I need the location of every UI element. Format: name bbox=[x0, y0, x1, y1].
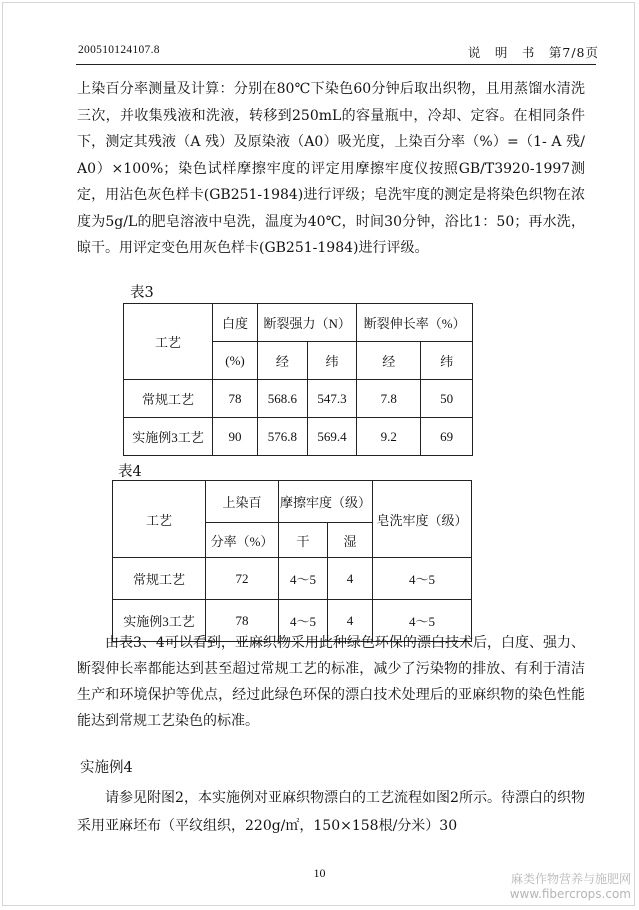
t4-header-wash: 皂洗牢度（级） bbox=[373, 481, 472, 558]
t3-header-elong-warp: 经 bbox=[357, 342, 421, 380]
table-row bbox=[113, 558, 472, 600]
watermark-line2: www.fibercrops.com bbox=[509, 887, 631, 901]
t3-cell-whiteness: 90 bbox=[213, 418, 258, 456]
t4-cell-wash: 4～5 bbox=[373, 600, 472, 642]
t4-cell-wet: 4 bbox=[328, 558, 373, 600]
section-heading-example4: 实施例4 bbox=[80, 760, 133, 776]
table-row bbox=[124, 418, 473, 456]
watermark-line1: 麻类作物营养与施肥网 bbox=[510, 872, 631, 886]
t3-header-elongation: 断裂伸长率（%） bbox=[357, 304, 473, 342]
t4-cell-wash: 4～5 bbox=[373, 558, 472, 600]
header-section: 说 明 书 第7/8页 bbox=[467, 45, 599, 60]
t4-cell-name: 常规工艺 bbox=[113, 558, 206, 600]
t3-header-whiteness-unit: (%) bbox=[213, 342, 258, 380]
page-number: 10 bbox=[313, 866, 326, 880]
header-rule bbox=[76, 64, 596, 65]
table-row bbox=[124, 380, 473, 418]
t4-header-uptake-2: 分率（%） bbox=[206, 523, 279, 558]
table-row bbox=[124, 304, 473, 342]
t3-header-strength-weft: 纬 bbox=[307, 342, 357, 380]
t3-cell-name: 实施例3工艺 bbox=[124, 418, 213, 456]
t4-header-dry: 干 bbox=[279, 523, 328, 558]
t3-cell-elong-warp: 9.2 bbox=[357, 418, 421, 456]
t4-header-rub: 摩擦牢度（级） bbox=[279, 481, 373, 523]
t3-header-strength: 断裂强力（N） bbox=[258, 304, 357, 342]
t4-cell-dry: 4～5 bbox=[279, 600, 328, 642]
document-id: 200510124107.8 bbox=[78, 44, 160, 56]
t4-header-uptake-1: 上染百 bbox=[206, 481, 279, 523]
t4-cell-dry: 4～5 bbox=[279, 558, 328, 600]
t3-header-strength-warp: 经 bbox=[258, 342, 308, 380]
t3-cell-strength-weft: 569.4 bbox=[307, 418, 357, 456]
t3-cell-strength-warp: 576.8 bbox=[258, 418, 308, 456]
table3-caption: 表3 bbox=[130, 285, 154, 301]
t3-cell-elong-weft: 69 bbox=[421, 418, 473, 456]
t4-header-process: 工艺 bbox=[113, 481, 206, 558]
watermark bbox=[510, 872, 631, 902]
t3-cell-name: 常规工艺 bbox=[124, 380, 213, 418]
table4-caption: 表4 bbox=[118, 464, 142, 480]
paragraph-example4: 请参见附图2，本实施例对亚麻织物漂白的工艺流程如图2所示。待漂白的织物采用亚麻坯布（平纹组织，220g/㎡，150×158根/分米）30 bbox=[77, 790, 585, 834]
t3-header-process: 工艺 bbox=[124, 304, 213, 380]
table3 bbox=[123, 303, 473, 456]
table-row bbox=[113, 481, 472, 523]
t3-header-whiteness: 白度 bbox=[213, 304, 258, 342]
t3-header-elong-weft: 纬 bbox=[421, 342, 473, 380]
t4-header-wet: 湿 bbox=[328, 523, 373, 558]
t3-cell-elong-warp: 7.8 bbox=[357, 380, 421, 418]
t4-cell-uptake: 72 bbox=[206, 558, 279, 600]
t3-cell-strength-weft: 547.3 bbox=[307, 380, 357, 418]
paragraph-measurement: 上染百分率测量及计算：分别在80℃下染色60分钟后取出织物，且用蒸馏水清洗三次，并收集残液和洗液，转移到250mL的容量瓶中，冷却、定容。在相同条件下，测定其残液（A 残）及原染液（A0）吸光度，上染百分率（%）=（1- A 残/ A0）×100%；染色试样摩擦牢度的评定用摩擦牢度仪按照GB/T3920-1997测定，用沾色灰色样卡(GB251-1984)进行评级；皂洗牢度的测定是将染色织物在浓度为5g/L的肥皂溶液中皂洗，温度为40℃，时间30分钟，浴比1：50；再水洗，晾干。用评定变色用灰色样卡(GB251-1984)进行评级。 bbox=[77, 81, 585, 256]
paragraph-conclusion: 由表3、4可以看到，亚麻织物采用此种绿色环保的漂白技术后，白度、强力、断裂伸长率都能达到甚至超过常规工艺的标准，减少了污染物的排放、有利于清洁生产和环境保护等优点，经过此绿色环保的漂白技术处理后的亚麻织物的染色性能能达到常规工艺染色的标准。 bbox=[77, 635, 585, 729]
t3-cell-whiteness: 78 bbox=[213, 380, 258, 418]
table4 bbox=[112, 480, 472, 642]
t3-cell-strength-warp: 568.6 bbox=[258, 380, 308, 418]
t4-cell-wet: 4 bbox=[328, 600, 373, 642]
t4-cell-name: 实施例3工艺 bbox=[113, 600, 206, 642]
t4-cell-uptake: 78 bbox=[206, 600, 279, 642]
t3-cell-elong-weft: 50 bbox=[421, 380, 473, 418]
